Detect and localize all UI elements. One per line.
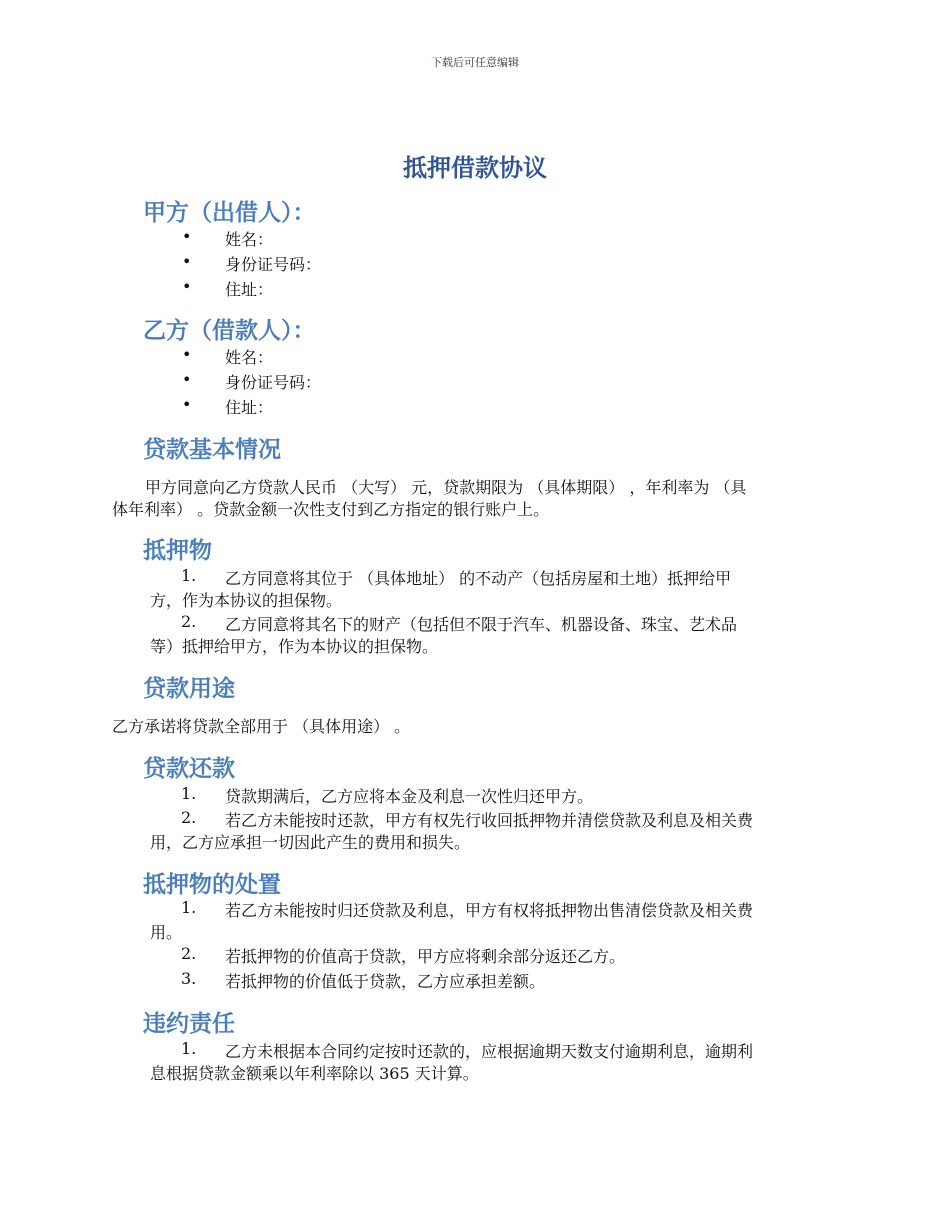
breach-item-1-number: 1.: [181, 1039, 197, 1058]
loan-basic-heading: 贷款基本情况: [143, 437, 281, 463]
loan-use-heading: 贷款用途: [143, 676, 235, 702]
disposal-item-2-number: 2.: [181, 944, 197, 963]
bullet-icon: •: [182, 277, 192, 296]
repayment-item-2-line-2: 用，乙方应承担一切因此产生的费用和损失。: [150, 833, 471, 852]
disposal-item-1-number: 1.: [181, 898, 197, 917]
document-title: 抵押借款协议: [403, 154, 547, 182]
bullet-icon: •: [182, 345, 192, 364]
repayment-heading: 贷款还款: [143, 756, 235, 782]
repayment-item-1-line-1: 贷款期满后，乙方应将本金及利息一次性归还甲方。: [225, 787, 594, 806]
collateral-heading: 抵押物: [143, 538, 212, 564]
bullet-icon: •: [182, 227, 192, 246]
bullet-icon: •: [182, 370, 192, 389]
repayment-item-2-line-1: 若乙方未能按时还款，甲方有权先行收回抵押物并清偿贷款及利息及相关费: [225, 811, 754, 830]
collateral-item-2-number: 2.: [181, 612, 197, 631]
party-a-name-label: 姓名：: [225, 230, 274, 249]
collateral-item-1-line-2: 方，作为本协议的担保物。: [150, 591, 343, 610]
party-b-id-label: 身份证号码：: [225, 373, 322, 392]
party-b-address-label: 住址：: [225, 398, 274, 417]
bullet-icon: •: [182, 395, 192, 414]
party-a-address-label: 住址：: [225, 280, 274, 299]
collateral-item-2-line-2: 等）抵押给甲方，作为本协议的担保物。: [150, 637, 439, 656]
disposal-item-1-line-2: 用。: [150, 923, 183, 942]
disposal-item-3-number: 3.: [181, 969, 197, 988]
repayment-item-1-number: 1.: [181, 784, 197, 803]
disposal-heading: 抵押物的处置: [143, 872, 281, 898]
disposal-item-3-line-1: 若抵押物的价值低于贷款，乙方应承担差额。: [225, 972, 546, 991]
loan-basic-line-2: 体年利率） 。贷款金额一次性支付到乙方指定的银行账户上。: [112, 500, 550, 519]
loan-basic-line-1: 甲方同意向乙方贷款人民币 （大写） 元，贷款期限为 （具体期限） ，年利率为 （具: [145, 478, 747, 497]
party-b-name-label: 姓名：: [225, 348, 274, 367]
header-note: 下载后可任意编辑: [431, 56, 519, 69]
repayment-item-2-number: 2.: [181, 808, 197, 827]
collateral-item-1-number: 1.: [181, 566, 197, 585]
bullet-icon: •: [182, 252, 192, 271]
breach-item-1-line-2: 息根据贷款金额乘以年利率除以 365 天计算。: [150, 1064, 479, 1083]
party-b-heading: 乙方（借款人）：: [143, 318, 316, 344]
breach-heading: 违约责任: [143, 1011, 235, 1037]
collateral-item-2-line-1: 乙方同意将其名下的财产（包括但不限于汽车、机器设备、珠宝、艺术品: [225, 615, 738, 634]
collateral-item-1-line-1: 乙方同意将其位于 （具体地址） 的不动产（包括房屋和土地）抵押给甲: [225, 569, 732, 588]
loan-use-text: 乙方承诺将贷款全部用于 （具体用途） 。: [112, 717, 411, 736]
disposal-item-1-line-1: 若乙方未能按时归还贷款及利息，甲方有权将抵押物出售清偿贷款及相关费: [225, 901, 754, 920]
disposal-item-2-line-1: 若抵押物的价值高于贷款，甲方应将剩余部分返还乙方。: [225, 947, 626, 966]
breach-item-1-line-1: 乙方未根据本合同约定按时还款的，应根据逾期天数支付逾期利息，逾期利: [225, 1042, 754, 1061]
party-a-id-label: 身份证号码：: [225, 255, 322, 274]
party-a-heading: 甲方（出借人）：: [143, 200, 316, 226]
